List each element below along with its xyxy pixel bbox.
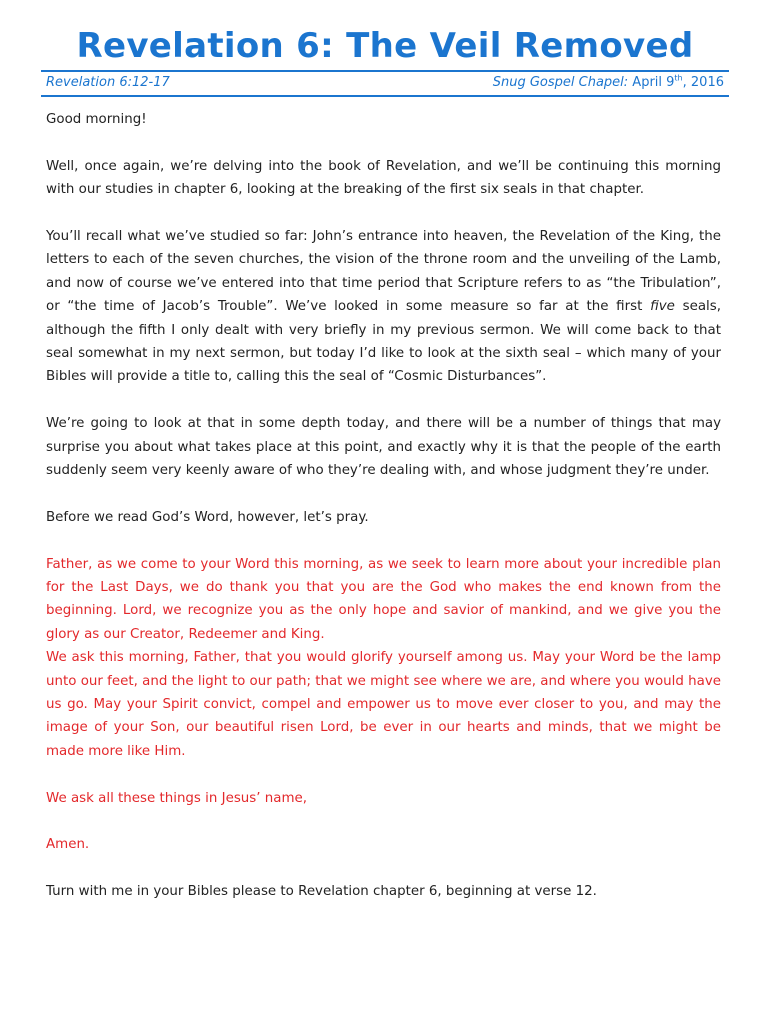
prayer-amen: Amen. — [46, 837, 90, 853]
header-rule-bottom — [41, 95, 729, 97]
recap-emphasis: five — [650, 299, 675, 315]
prayer-closing: We ask all these things in Jesus’ name, — [46, 790, 308, 806]
sermon-venue-date — [493, 73, 724, 93]
pre-prayer-paragraph: Before we read God’s Word, however, let’s pray. — [46, 509, 369, 525]
recap-paragraph — [46, 225, 721, 389]
header-rule-top — [41, 70, 729, 72]
prayer-paragraph-1: Father, as we come to your Word this morning, as we seek to learn more about your incredible plan for the Last Days, we do thank you that you are the God who makes the end known from the beginning. Lord, we recognize you as the only hope and savior of mankind, and we give you the glory as our Creator, Redeemer and King. — [46, 556, 721, 642]
venue-label: Snug Gospel Chapel: — [492, 75, 629, 90]
recap-text-b: seals, although the fifth I only dealt with very briefly in my previous sermon. We will come back to that seal somewhat in my next sermon, but today I’d like to look at the sixth seal – which many of your Bibles will provide a title to, calling this the seal of “Cosmic Disturbances”. — [46, 299, 721, 385]
date-suffix: , 2016 — [682, 75, 724, 90]
recap-text-a: You’ll recall what we’ve studied so far: John’s entrance into heaven, the Revelation of the King, the letters to each of the seven churches, the vision of the throne room and the unveiling of the Lamb, and now of course we’ve entered into that time period that Scripture refers to as “the Tribulation”, or “the time of Jacob’s Trouble”. We’ve looked in some measure so far at the first — [46, 229, 721, 315]
date-ordinal: th — [674, 73, 683, 83]
scripture-reference: Revelation 6:12-17 — [46, 75, 170, 90]
preview-paragraph: We’re going to look at that in some depth today, and there will be a number of things that may surprise you about what takes place at this point, and exactly why it is that the people of the earth suddenly seem very keenly aware of who they’re dealing with, and whose judgment they’re under. — [46, 416, 721, 479]
intro-paragraph: Well, once again, we’re delving into the book of Revelation, and we’ll be continuing this morning with our studies in chapter 6, looking at the breaking of the first six seals in that chapter. — [46, 158, 721, 198]
closing-paragraph: Turn with me in your Bibles please to Revelation chapter 6, beginning at verse 12. — [46, 884, 597, 900]
date-prefix: April 9 — [628, 75, 675, 90]
document-title: Revelation 6: The Veil Removed — [76, 26, 694, 66]
greeting-paragraph: Good morning! — [46, 112, 147, 127]
sermon-body — [46, 108, 721, 927]
prayer-paragraph-2: We ask this morning, Father, that you would glorify yourself among us. May your Word be the lamp unto our feet, and the light to our path; that we might see where we are, and where you would have us go. May your Spirit convict, compel and empower us to move ever closer to you, and may the image of your Son, our beautiful risen Lord, be ever in our hearts and minds, that we might be made more like Him. — [46, 650, 721, 759]
header-meta-bar — [46, 73, 724, 93]
